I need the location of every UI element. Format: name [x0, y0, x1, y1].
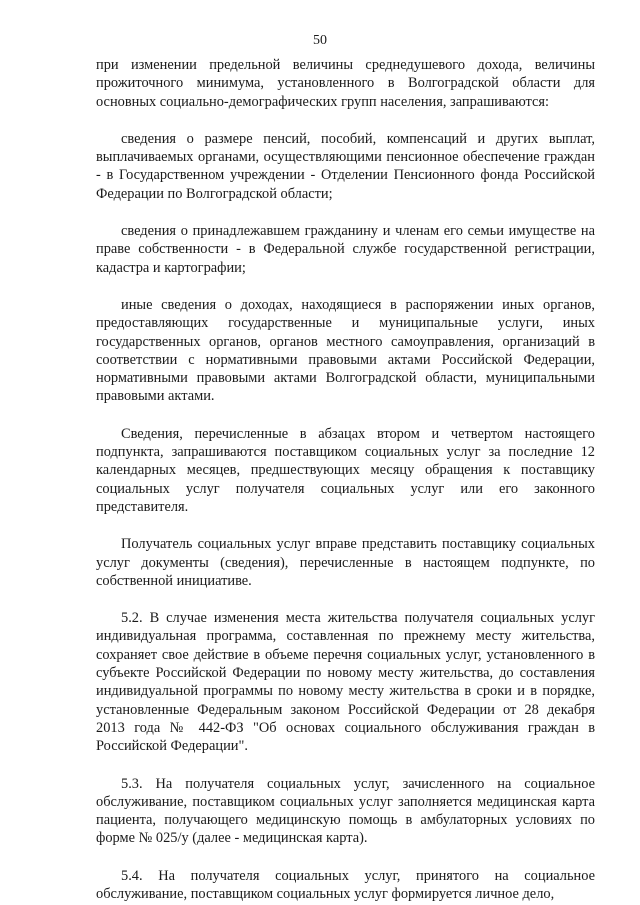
paragraph-4: иные сведения о доходах, находящиеся в распоряжении иных органов, предоставляющих государственные и муниципальные услуги, иных государственных органов, органов местного самоуправления, организаций в соответствии с нормативными правовыми актами Российской Федерации, нормативными правовыми актами Волгоградской области, муниципальными правовыми актами. — [96, 296, 595, 405]
paragraph-6: Получатель социальных услуг вправе представить поставщику социальных услуг документы (сведения), перечисленные в настоящем подпункте, по собственной инициативе. — [96, 536, 595, 589]
paragraph-3: сведения о принадлежавшем гражданину и членам его семьи имуществе на праве собственности - в Федеральной службе государственной регистрации, кадастра и картографии; — [96, 223, 595, 276]
document-body — [96, 56, 595, 903]
page-number: 50 — [313, 33, 327, 48]
paragraph-9: 5.4. На получателя социальных услуг, принятого на социальное обслуживание, поставщиком социальных услуг формируется личное дело, — [96, 867, 595, 902]
paragraph-1: при изменении предельной величины среднедушевого дохода, величины прожиточного минимума, установленного в Волгоградской области для основных социально-демографических групп населения, запрашиваются: — [96, 57, 595, 110]
paragraph-8: 5.3. На получателя социальных услуг, зачисленного на социальное обслуживание, поставщиком социальных услуг заполняется медицинская карта пациента, получающего медицинскую помощь в амбулаторных условиях по форме № 025/у (далее - медицинская карта). — [96, 775, 595, 847]
paragraph-7: 5.2. В случае изменения места жительства получателя социальных услуг индивидуальная программа, составленная по прежнему месту жительства, сохраняет свое действие в объеме перечня социальных услуг, установленного в субъекте Российской Федерации по новому месту жительства, до составления индивидуальной программы по новому месту жительства в сроки и в порядке, установленные Федеральным законом Российской Федерации от 28 декабря 2013 года № 442-ФЗ "Об основах социального обслуживания граждан в Российской Федерации". — [96, 610, 595, 755]
paragraph-2: сведения о размере пенсий, пособий, компенсаций и других выплат, выплачиваемых органами, осуществляющими пенсионное обеспечение граждан - в Государственном учреждении - Отделении Пенсионного фонда Российской Федерации по Волгоградской области; — [96, 130, 595, 202]
paragraph-5: Сведения, перечисленные в абзацах втором и четвертом настоящего подпункта, запрашиваются поставщиком социальных услуг за последние 12 календарных месяцев, предшествующих месяцу обращения к поставщику социальных услуг получателя социальных услуг или его законного представителя. — [96, 425, 595, 515]
